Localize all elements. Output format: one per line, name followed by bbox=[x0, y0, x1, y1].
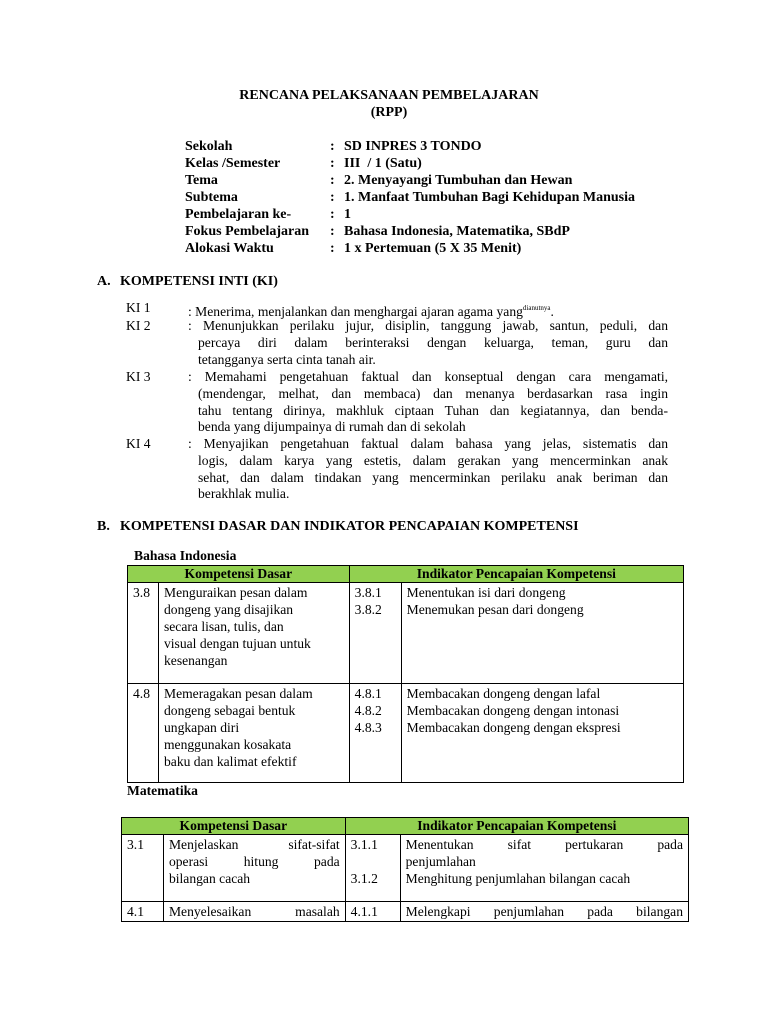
identity-row: Subtema : 1. Manfaat Tumbuhan Bagi Kehidupan Manusia bbox=[185, 190, 635, 205]
header-kompetensi-dasar: Kompetensi Dasar bbox=[122, 818, 346, 835]
identity-row: Kelas /Semester : III / 1 (Satu) bbox=[185, 156, 422, 171]
ki-code: KI 3 bbox=[126, 369, 151, 384]
kd-table-bahasa bbox=[127, 565, 684, 783]
table-header-row bbox=[122, 818, 689, 835]
identity-row: Sekolah : SD INPRES 3 TONDO bbox=[185, 139, 482, 154]
document-title: RENCANA PELAKSANAAN PEMBELAJARAN bbox=[239, 88, 539, 103]
table-row: 3.8 Menguraikan pesan dalam dongeng yang disajikan secara lisan, tulis, dan visual dengan tujuan untuk kesenangan 3.8.1 3.8.2 Menentukan isi dari dongeng Menemukan pesan dari dongeng bbox=[128, 583, 684, 684]
identity-row: Fokus Pembelajaran : Bahasa Indonesia, Matematika, SBdP bbox=[185, 224, 570, 239]
ki-code: KI 1 bbox=[126, 300, 151, 315]
ki-code: KI 2 bbox=[126, 318, 151, 333]
ki-text: : Menyajikan pengetahuan faktual dalam bahasa yang jelas, sistematis dan logis, dalam karya yang estetis, dalam gerakan yang mencerminkan anak sehat, dan dalam tindakan yang mencerminkan perilaku anak beriman dan berakhlak mulia. bbox=[188, 436, 668, 502]
header-kompetensi-dasar: Kompetensi Dasar bbox=[128, 566, 350, 583]
header-indikator: Indikator Pencapaian Kompetensi bbox=[349, 566, 683, 583]
header-indikator: Indikator Pencapaian Kompetensi bbox=[345, 818, 688, 835]
ki-text: : Menerima, menjalankan dan menghargai ajaran agama yang$^{dianutnya}$. bbox=[188, 304, 554, 319]
section-a-heading: A. KOMPETENSI INTI (KI) bbox=[97, 274, 278, 289]
identity-row: Alokasi Waktu : 1 x Pertemuan (5 X 35 Menit) bbox=[185, 241, 522, 256]
document-subtitle: (RPP) bbox=[370, 105, 408, 120]
table-row: 3.1 Menjelaskan sifat-sifat operasi hitung pada bilangan cacah 3.1.1 3.1.2 Menentukan sifat pertukaran pada penjumlahan Menghitung penjumlahan bilangan cacah bbox=[122, 835, 689, 902]
ki-code: KI 4 bbox=[126, 436, 151, 451]
table-row: 4.8 Memeragakan pesan dalam dongeng sebagai bentuk ungkapan diri menggunakan kosakata baku dan kalimat efektif 4.8.1 4.8.2 4.8.3 Membacakan dongeng dengan lafal Membacakan dongeng dengan intonasi Membacakan dongeng dengan ekspresi bbox=[128, 684, 684, 783]
identity-row: Pembelajaran ke- : 1 bbox=[185, 207, 351, 222]
identity-table bbox=[185, 139, 635, 258]
kd-table-matematika bbox=[121, 817, 689, 922]
ki-text: : Memahami pengetahuan faktual dan konseptual dengan cara mengamati, (mendengar, melhat, dan membaca) dan menanya berdasarkan rasa ingin tahu tentang dirinya, makhluk ciptaan Tuhan dan kegiatannya, dan benda- benda yang dijumpainya di rumah dan di sekolah bbox=[188, 369, 668, 435]
table-header-row bbox=[128, 566, 684, 583]
table-row: 4.1 Menyelesaikan masalah 4.1.1 Melengkapi penjumlahan pada bilangan bbox=[122, 902, 689, 922]
subject-bahasa-indonesia: Bahasa Indonesia bbox=[134, 548, 237, 563]
ki-text: : Menunjukkan perilaku jujur, disiplin, tanggung jawab, santun, peduli, dan percaya diri dalam berinteraksi dengan keluarga, teman, guru dan tetangganya serta cinta tanah air. bbox=[188, 318, 668, 367]
section-b-heading: B. KOMPETENSI DASAR DAN INDIKATOR PENCAPAIAN KOMPETENSI bbox=[97, 519, 579, 534]
subject-matematika: Matematika bbox=[127, 783, 198, 798]
identity-row: Tema : 2. Menyayangi Tumbuhan dan Hewan bbox=[185, 173, 573, 188]
